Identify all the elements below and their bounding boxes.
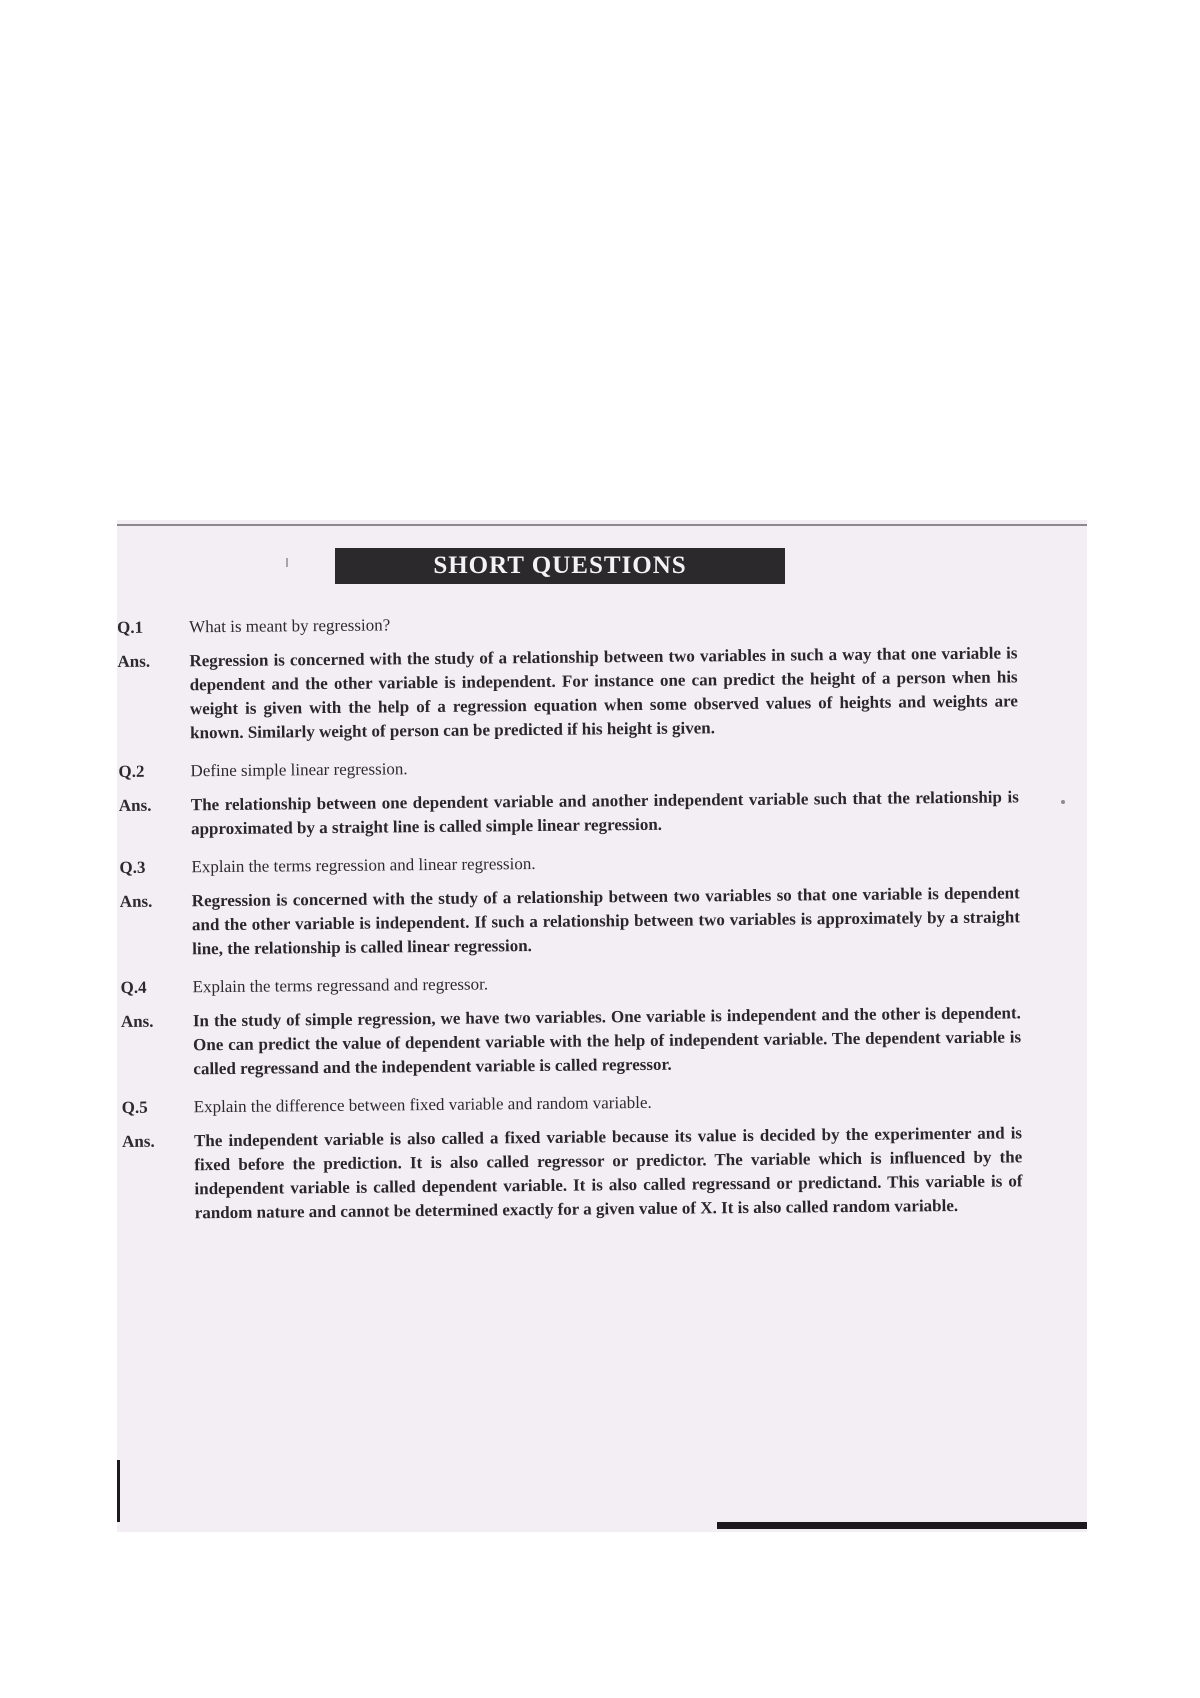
qa-item-5 [122, 1087, 1023, 1226]
question-text: Explain the difference between fixed variable and random variable. [193, 1092, 652, 1117]
answer-text: The relationship between one dependent variable and another independent variable such that the relationship is approximated by a straight line is called simple linear regression. [190, 787, 1019, 839]
question-row [120, 967, 1020, 1000]
qa-item-1 [117, 607, 1018, 746]
question-row [122, 1087, 1022, 1120]
bottom-rule [717, 1522, 1087, 1529]
answer-text: The independent variable is also called a fixed variable because its value is decided by the experimenter and is fixed before the prediction. It is also called regressor or predictor. The variable which is influenced by the independent variable is called dependent variable. It is also called regressand or predictand. This variable is of random nature and cannot be determined exactly for a given value of X. It is also called random variable. [193, 1123, 1023, 1223]
qa-list [117, 607, 1023, 1240]
answer-label: Ans. [117, 651, 151, 671]
question-label: Q.1 [117, 617, 144, 637]
answer-label: Ans. [121, 1131, 155, 1151]
scan-speck [1061, 800, 1065, 804]
question-text: What is meant by regression? [189, 615, 391, 637]
qa-item-4 [120, 967, 1021, 1082]
scanned-page [117, 520, 1087, 1532]
question-label: Q.4 [120, 977, 147, 997]
answer-text: Regression is concerned with the study of a relationship between two variables so that one variable is dependent and the other variable is independent. If such a relationship between two variables is approximately by a straight line, the relationship is called linear regression. [191, 883, 1021, 959]
question-row [119, 847, 1019, 880]
answer-label: Ans. [120, 1011, 154, 1031]
answer-row [117, 641, 1018, 746]
answer-row [120, 881, 1021, 962]
answer-row [121, 1001, 1022, 1082]
top-rule [117, 524, 1087, 526]
answer-label: Ans. [118, 795, 152, 815]
question-label: Q.2 [118, 761, 145, 781]
scan-mark [286, 558, 288, 567]
question-text: Explain the terms regression and linear regression. [191, 853, 536, 877]
section-title: SHORT QUESTIONS [335, 548, 785, 584]
question-row [118, 751, 1018, 784]
question-text: Explain the terms regressand and regressor. [192, 974, 489, 997]
question-label: Q.3 [119, 857, 146, 877]
answer-row [122, 1121, 1023, 1226]
answer-text: Regression is concerned with the study of a relationship between two variables in such a way that one variable is dependent and the other variable is independent. For instance one can predict the height of a person when his weight is given with the help of a regression equation when some observed values of heights and weights are known. Similarly weight of person can be predicted if his height is given. [189, 643, 1018, 743]
qa-item-2 [118, 751, 1019, 842]
question-text: Define simple linear regression. [190, 759, 408, 781]
qa-item-3 [119, 847, 1020, 962]
question-row [117, 607, 1017, 640]
answer-label: Ans. [119, 891, 153, 911]
question-label: Q.5 [121, 1097, 148, 1117]
left-margin-mark [117, 1460, 120, 1522]
answer-text: In the study of simple regression, we have two variables. One variable is independent and the other is dependent. One can predict the value of dependent variable with the help of independent variable. The dependent variable is called regressand and the independent variable is called regressor. [192, 1003, 1022, 1079]
answer-row [119, 785, 1019, 842]
